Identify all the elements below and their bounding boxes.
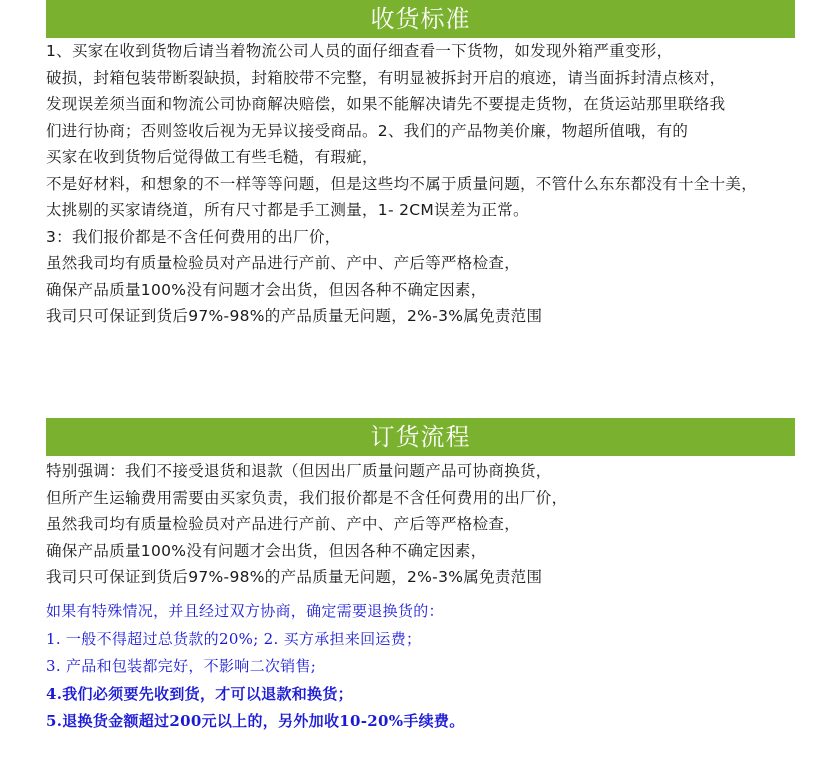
receiving-standard-text: [46, 38, 806, 330]
text-line: 太挑剔的买家请绕道，所有尺寸都是手工测量，1- 2CM误差为正常。: [46, 201, 529, 219]
text-line: 特别强调：我们不接受退货和退款（但因出厂质量问题产品可协商换货，: [46, 462, 552, 480]
text-line: 如果有特殊情况，并且经过双方协商，确定需要退换货的：: [46, 602, 444, 620]
text-line: 发现误差须当面和物流公司协商解决赔偿，如果不能解决请先不要提走货物，在货运站那里联络我: [46, 95, 726, 113]
text-line: 确保产品质量100%没有问题才会出货，但因各种不确定因素，: [46, 541, 487, 560]
text-line: 1、买家在收到货物后请当着物流公司人员的面仔细查看一下货物，如发现外箱严重变形，: [46, 42, 673, 60]
text-line: 但所产生运输费用需要由买家负责，我们报价都是不含任何费用的出厂价，: [46, 488, 568, 507]
return-conditions-text: [46, 598, 806, 736]
text-line: 我司只可保证到货后97%-98%的产品质量无问题，2%-3%属免责范围: [46, 568, 543, 586]
text-line: 确保产品质量100%没有问题才会出货，但因各种不确定因素，: [46, 280, 487, 299]
text-line: 虽然我司均有质量检验员对产品进行产前、产中、产后等严格检查，: [46, 515, 521, 533]
text-line: 虽然我司均有质量检验员对产品进行产前、产中、产后等严格检查，: [46, 254, 521, 272]
text-line: 3：我们报价都是不含任何费用的出厂价，: [46, 227, 341, 246]
text-line: 4.我们必须要先收到货，才可以退款和换货；: [46, 684, 353, 703]
section-title-order-process: 订货流程: [46, 418, 795, 456]
text-line: 不是好材料，和想象的不一样等等问题，但是这些均不属于质量问题，不管什么东东都没有十全十美，: [46, 174, 758, 193]
text-line: 3. 产品和包装都完好，不影响二次销售;: [46, 657, 317, 675]
text-line: 们进行协商；否则签收后视为无异议接受商品。2、我们的产品物美价廉，物超所值哦，有的: [46, 121, 689, 140]
text-line: 5.退换货金额超过200元以上的，另外加收10-20%手续费。: [46, 712, 465, 730]
text-line: 我司只可保证到货后97%-98%的产品质量无问题，2%-3%属免责范围: [46, 307, 543, 325]
section-title-receiving-standard: 收货标准: [46, 0, 795, 38]
text-line: 破损，封箱包装带断裂缺损，封箱胶带不完整，有明显被拆封开启的痕迹，请当面拆封清点核对，: [46, 68, 726, 87]
text-line: 1. 一般不得超过总货款的20%; 2. 买方承担来回运费；: [46, 629, 422, 648]
text-line: 买家在收到货物后觉得做工有些毛糙，有瑕疵，: [46, 148, 378, 166]
order-process-text: [46, 458, 806, 591]
